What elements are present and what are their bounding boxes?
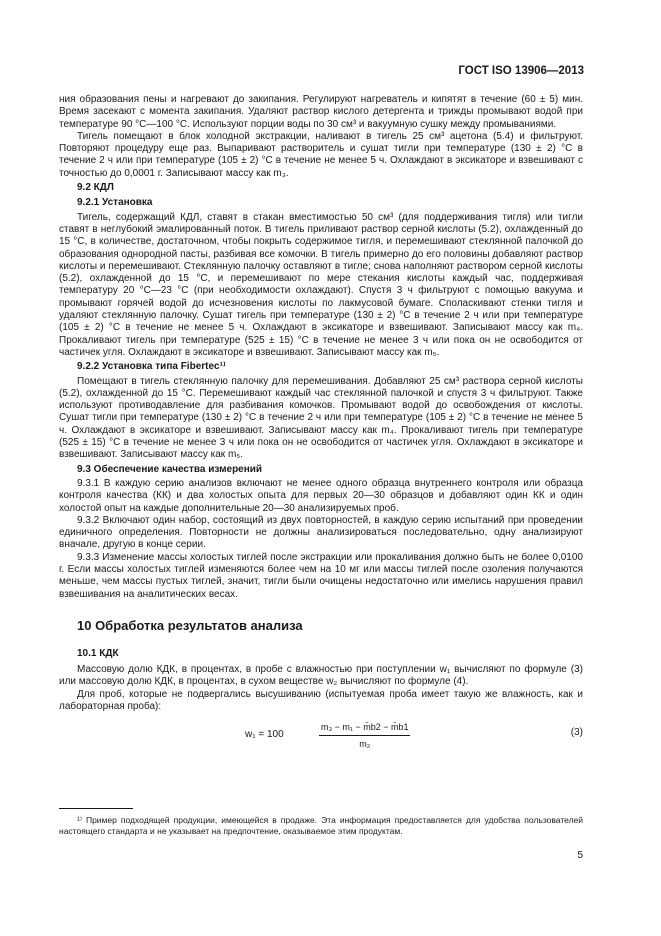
paragraph: ния образования пены и нагревают до закипания. Регулируют нагреватель и кипятят в течение (60 ± 5) мин. Время засекают с момента закипания. Удаляют раствор кислого детергента и трижды промывают водой при температуре 90 °С—100 °С. Используют порции воды по 30 см³ и вакуумную сушку между промываниями. [59,94,583,130]
formula-3 [59,719,583,759]
paragraph: Тигель помещают в блок холодной экстракции, наливают в тигель 25 см³ ацетона (5.4) и фильтруют. Повторяют процедуру еще раз. Выпаривают растворитель и сушат тигли при температуре (130 ± 2) °С в течение 2 ч или при температуре (105 ± 2) °С в течение не менее 5 ч. Охлаждают в эксикаторе и взвешивают с точностью до 0,0001 г. Записывают массу как m₃. [59,130,583,179]
formula-number: (3) [570,727,583,739]
paragraph: Для проб, которые не подвергались высушиванию (испытуемая проба имеет такую же влажность, как и лабораторная проба): [59,688,583,713]
chapter-heading-10: 10 Обработка результатов анализа [77,617,303,633]
paragraph: 9.3.3 Изменение массы холостых тиглей после экстракции или прокаливания должно быть не более 0,0100 г. Если массы холостых тиглей изменяются более чем на 10 мг или массы тиглей после озоления получаются меньше, чем массы пустых тиглей, значит, тигли были очищены недостаточно или имелись нарушения правил взвешивания на аналитических весах. [59,551,583,600]
footnote-rule [59,808,133,809]
subsection-heading-9-2-1: 9.2.1 Установка [77,197,153,209]
formula-denominator: m₂ [359,738,371,749]
section-heading-10-1: 10.1 КДК [77,647,119,659]
paragraph: 9.3.2 Включают один набор, состоящий из двух повторностей, в каждую серию испытаний при проведении единичного определения. Повторности не должны анализироваться последовательно, одну анализируют вначале, другую в конце серии. [59,514,583,551]
formula-lhs: w₁ = 100 [245,729,284,741]
section-heading-9-2: 9.2 КДЛ [77,182,114,194]
page-number: 5 [577,850,583,861]
standard-header: ГОСТ ISO 13906—2013 [458,65,584,77]
formula-numerator: m₃ − m₁ − m̄b2 − m̄b1 [319,721,410,735]
section-heading-9-3: 9.3 Обеспечение качества измерений [77,463,263,475]
body-text [59,94,583,759]
footnote: ¹⁾ Пример подходящей продукции, имеющейся в продаже. Эта информация предоставляется для удобства пользователей настоящего стандарта и не указывает на предпочтение, оказываемое этим продуктам. [59,815,583,836]
paragraph: Тигель, содержащий КДЛ, ставят в стакан вместимостью 50 см³ (для поддерживания тигля) или тигли ставят в неглубокий эмалированный поток. В тигель приливают раствор серной кислоты (5.2), охлажденный до 15 °С, в количестве, достаточном, чтобы покрыть содержимое тигля, и перемешивают стеклянной палочкой до образования однородной пасты, разбивая все комочки. В тигель примерно до его половины добавляют раствор кислоты и перемешивают. Стеклянную палочку оставляют в тигле; снова наполняют раствором серной кислоты (5.2), охлажденной до 15 °С, и перемешивают по мере стекания кислоты каждый час, поддерживая температуру 20 °С—23 °С (при необходимости охлаждают). Спустя 3 ч фильтруют с помощью вакуума и промывают горячей водой до исчезновения кислоты по лакмусовой бумаге. Споласкивают стенки тигля и удаляют стеклянную палочку. Сушат тигель при температуре (130 ± 2) °С в течение 2 ч или при температуре (105 ± 2) °С в течение не менее 5 ч. Охлаждают в эксикаторе и взвешивают. Записывают массу как m₄. Прокаливают тигель при температуре (525 ± 15) °С в течение не менее 3 ч или пока он не освободится от частичек угля. Охлаждают в эксикаторе и взвешивают. Записывают массу как m₅. [59,211,583,358]
formula-fraction [319,721,410,750]
subsection-heading-9-2-2: 9.2.2 Установка типа Fibertec¹⁾ [77,361,226,373]
paragraph: 9.3.1 В каждую серию анализов включают не менее одного образца внутреннего контроля или образца контроля качества (КК) и два холостых опыта для первых 20—30 образцов и добавляют один КК и один холостой опыт на каждые дополнительные 20—30 анализируемых проб. [59,477,583,514]
paragraph: Массовую долю КДК, в процентах, в пробе с влажностью при поступлении w₁ вычисляют по формуле (3) или массовую долю КДК, в процентах, в сухом веществе w₂ вычисляют по формуле (4). [59,664,583,688]
paragraph: Помещают в тигель стеклянную палочку для перемешивания. Добавляют 25 см³ раствора серной кислоты (5.2), охлажденной до 15 °С. Перемешивают каждый час стеклянной палочкой и спустя 3 ч фильтруют. Также используют противодавление для разбивания комочков. Промывают водой до освобождения от кислоты. Сушат тигли при температуре (130 ± 2) °С в течение 2 ч или при температуре (105 ± 2) °С в течение не менее 5 ч. Охлаждают в эксикаторе и взвешивают. Записывают массу как m₄. Прокаливают тигель при температуре (525 ± 15) °С в течение не менее 3 ч или пока он не освободится от частичек угля. Охлаждают в эксикаторе и взвешивают. Записывают массу как m₅. [59,375,583,461]
